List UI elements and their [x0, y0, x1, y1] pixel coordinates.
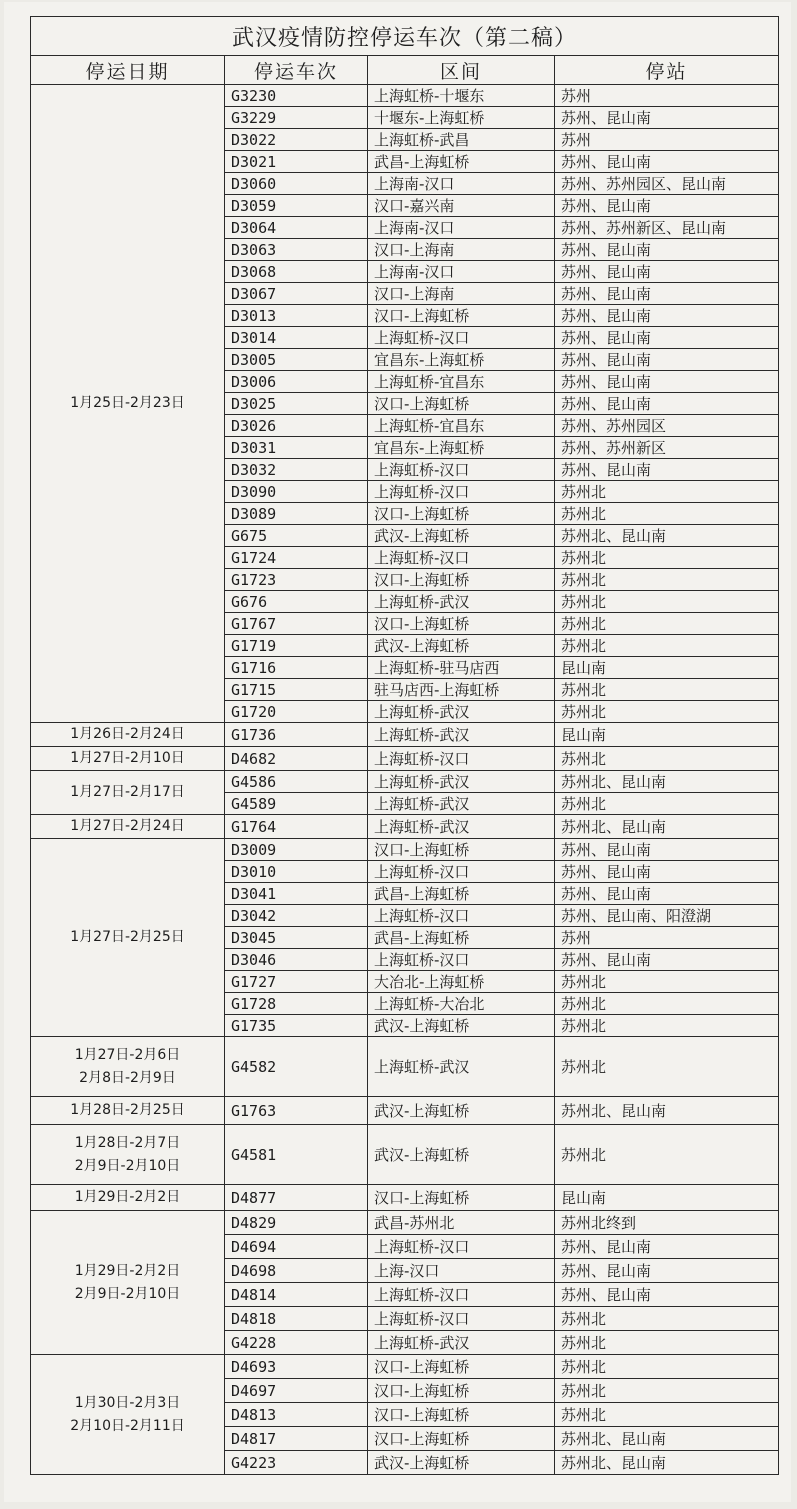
route-cell: 上海虹桥-驻马店西 — [368, 657, 555, 679]
train-number-cell: D4817 — [225, 1427, 368, 1451]
stops-cell: 苏州、昆山南 — [555, 195, 779, 217]
stops-cell: 苏州、昆山南 — [555, 305, 779, 327]
date-range: 1月28日-2月7日 — [74, 1134, 181, 1151]
stops-cell: 苏州北 — [555, 591, 779, 613]
train-number-cell: G3230 — [225, 85, 368, 107]
route-cell: 上海虹桥-武汉 — [368, 771, 555, 793]
route-cell: 上海虹桥-汉口 — [368, 949, 555, 971]
route-cell: 大冶北-上海虹桥 — [368, 971, 555, 993]
route-cell: 汉口-上海虹桥 — [368, 839, 555, 861]
stops-cell: 苏州北 — [555, 613, 779, 635]
suspension-date-cell — [31, 1211, 225, 1355]
date-range: 2月9日-2月10日 — [74, 1285, 181, 1302]
suspension-date-cell — [31, 723, 225, 747]
train-number-cell: D4818 — [225, 1307, 368, 1331]
route-cell: 上海虹桥-武汉 — [368, 701, 555, 723]
date-range: 1月27日-2月6日 — [74, 1046, 181, 1063]
train-number-cell: D3059 — [225, 195, 368, 217]
train-number-cell: G1764 — [225, 815, 368, 839]
route-cell: 上海南-汉口 — [368, 261, 555, 283]
table-row — [31, 1211, 779, 1235]
train-number-cell: D4693 — [225, 1355, 368, 1379]
suspension-date-cell — [31, 1355, 225, 1475]
route-cell: 武昌-苏州北 — [368, 1211, 555, 1235]
table-row — [31, 1355, 779, 1379]
train-number-cell: G1763 — [225, 1097, 368, 1125]
stops-cell: 苏州、苏州新区 — [555, 437, 779, 459]
stops-cell: 苏州北、昆山南 — [555, 815, 779, 839]
train-number-cell: D3041 — [225, 883, 368, 905]
train-number-cell: D3046 — [225, 949, 368, 971]
train-number-cell: G4589 — [225, 793, 368, 815]
route-cell: 汉口-上海虹桥 — [368, 1355, 555, 1379]
train-number-cell: G675 — [225, 525, 368, 547]
date-range: 1月28日-2月25日 — [70, 1102, 185, 1118]
route-cell: 上海虹桥-武汉 — [368, 815, 555, 839]
route-cell: 上海虹桥-汉口 — [368, 1307, 555, 1331]
table-row — [31, 85, 779, 107]
train-number-cell: D4814 — [225, 1283, 368, 1307]
date-range: 2月9日-2月10日 — [74, 1157, 181, 1174]
train-number-cell: D3042 — [225, 905, 368, 927]
train-number-cell: G3229 — [225, 107, 368, 129]
stops-cell: 苏州、昆山南 — [555, 239, 779, 261]
date-range: 2月8日-2月9日 — [79, 1069, 176, 1086]
header-train-number: 停运车次 — [225, 56, 368, 85]
stops-cell: 苏州北 — [555, 1307, 779, 1331]
route-cell: 十堰东-上海虹桥 — [368, 107, 555, 129]
train-number-cell: D3025 — [225, 393, 368, 415]
stops-cell: 苏州北 — [555, 1403, 779, 1427]
stops-cell: 苏州北 — [555, 1125, 779, 1185]
stops-cell: 苏州、昆山南 — [555, 883, 779, 905]
train-number-cell: D3021 — [225, 151, 368, 173]
route-cell: 上海虹桥-汉口 — [368, 327, 555, 349]
route-cell: 上海虹桥-宜昌东 — [368, 415, 555, 437]
route-cell: 武昌-上海虹桥 — [368, 927, 555, 949]
suspension-date-cell — [31, 839, 225, 1037]
route-cell: 武汉-上海虹桥 — [368, 635, 555, 657]
route-cell: 宜昌东-上海虹桥 — [368, 349, 555, 371]
route-cell: 上海南-汉口 — [368, 173, 555, 195]
route-cell: 汉口-上海虹桥 — [368, 503, 555, 525]
train-number-cell: D4698 — [225, 1259, 368, 1283]
suspension-date-cell — [31, 1097, 225, 1125]
route-cell: 上海虹桥-汉口 — [368, 481, 555, 503]
train-number-cell: G1715 — [225, 679, 368, 701]
route-cell: 上海虹桥-汉口 — [368, 905, 555, 927]
route-cell: 汉口-上海虹桥 — [368, 305, 555, 327]
stops-cell: 苏州、昆山南 — [555, 949, 779, 971]
stops-cell: 苏州、昆山南 — [555, 1283, 779, 1307]
train-number-cell: G4228 — [225, 1331, 368, 1355]
route-cell: 上海虹桥-武昌 — [368, 129, 555, 151]
route-cell: 汉口-上海虹桥 — [368, 1427, 555, 1451]
train-number-cell: D3022 — [225, 129, 368, 151]
table-row — [31, 1125, 779, 1185]
train-number-cell: D3089 — [225, 503, 368, 525]
train-number-cell: D3013 — [225, 305, 368, 327]
route-cell: 武昌-上海虹桥 — [368, 883, 555, 905]
table-body — [31, 85, 779, 1475]
stops-cell: 苏州北、昆山南 — [555, 1427, 779, 1451]
train-number-cell: G4581 — [225, 1125, 368, 1185]
train-number-cell: D3060 — [225, 173, 368, 195]
stops-cell: 苏州北 — [555, 747, 779, 771]
route-cell: 上海虹桥-武汉 — [368, 793, 555, 815]
stops-cell: 苏州、昆山南 — [555, 459, 779, 481]
header-suspension-dates: 停运日期 — [31, 56, 225, 85]
date-range: 1月27日-2月10日 — [70, 750, 185, 766]
train-number-cell: D4697 — [225, 1379, 368, 1403]
route-cell: 武汉-上海虹桥 — [368, 1451, 555, 1475]
stops-cell: 苏州、昆山南 — [555, 1259, 779, 1283]
train-number-cell: D3010 — [225, 861, 368, 883]
table-row — [31, 723, 779, 747]
stops-cell: 苏州、昆山南 — [555, 261, 779, 283]
route-cell: 武汉-上海虹桥 — [368, 1015, 555, 1037]
train-number-cell: D3063 — [225, 239, 368, 261]
stops-cell: 昆山南 — [555, 657, 779, 679]
date-range: 1月29日-2月2日 — [74, 1189, 181, 1205]
stops-cell: 苏州北 — [555, 793, 779, 815]
stops-cell: 苏州北 — [555, 481, 779, 503]
stops-cell: 苏州、昆山南 — [555, 861, 779, 883]
suspension-date-cell — [31, 1037, 225, 1097]
train-number-cell: D3064 — [225, 217, 368, 239]
stops-cell: 苏州、昆山南 — [555, 107, 779, 129]
stops-cell: 苏州、苏州园区 — [555, 415, 779, 437]
route-cell: 上海虹桥-汉口 — [368, 1283, 555, 1307]
route-cell: 汉口-嘉兴南 — [368, 195, 555, 217]
table-row — [31, 1185, 779, 1211]
route-cell: 武汉-上海虹桥 — [368, 525, 555, 547]
stops-cell: 苏州 — [555, 927, 779, 949]
stops-cell: 苏州北 — [555, 635, 779, 657]
stops-cell: 苏州、昆山南 — [555, 327, 779, 349]
stops-cell: 昆山南 — [555, 1185, 779, 1211]
stops-cell: 苏州北、昆山南 — [555, 525, 779, 547]
header-stops: 停站 — [555, 56, 779, 85]
stops-cell: 苏州、苏州新区、昆山南 — [555, 217, 779, 239]
route-cell: 上海虹桥-宜昌东 — [368, 371, 555, 393]
stops-cell: 苏州北 — [555, 547, 779, 569]
route-cell: 汉口-上海虹桥 — [368, 613, 555, 635]
train-number-cell: G1727 — [225, 971, 368, 993]
date-range: 1月27日-2月17日 — [70, 784, 185, 800]
table-row — [31, 839, 779, 861]
train-number-cell: D3032 — [225, 459, 368, 481]
date-range: 1月27日-2月24日 — [70, 818, 185, 834]
train-number-cell: G4582 — [225, 1037, 368, 1097]
train-number-cell: G1723 — [225, 569, 368, 591]
route-cell: 驻马店西-上海虹桥 — [368, 679, 555, 701]
stops-cell: 苏州、苏州园区、昆山南 — [555, 173, 779, 195]
stops-cell: 苏州 — [555, 129, 779, 151]
stops-cell: 苏州北 — [555, 971, 779, 993]
suspension-date-cell — [31, 771, 225, 815]
train-number-cell: D3067 — [225, 283, 368, 305]
train-number-cell: G676 — [225, 591, 368, 613]
route-cell: 上海虹桥-汉口 — [368, 459, 555, 481]
stops-cell: 苏州北、昆山南 — [555, 1451, 779, 1475]
route-cell: 汉口-上海南 — [368, 239, 555, 261]
train-number-cell: D3005 — [225, 349, 368, 371]
train-number-cell: G1724 — [225, 547, 368, 569]
train-number-cell: G1736 — [225, 723, 368, 747]
date-range: 2月10日-2月11日 — [70, 1417, 185, 1434]
stops-cell: 昆山南 — [555, 723, 779, 747]
table-row — [31, 815, 779, 839]
document-title: 武汉疫情防控停运车次（第二稿） — [31, 17, 779, 56]
train-number-cell: D4813 — [225, 1403, 368, 1427]
suspension-date-cell — [31, 85, 225, 723]
route-cell: 上海虹桥-汉口 — [368, 747, 555, 771]
train-number-cell: D3009 — [225, 839, 368, 861]
train-number-cell: D3090 — [225, 481, 368, 503]
train-number-cell: G1719 — [225, 635, 368, 657]
route-cell: 上海虹桥-武汉 — [368, 1331, 555, 1355]
stops-cell: 苏州北 — [555, 993, 779, 1015]
stops-cell: 苏州、昆山南 — [555, 151, 779, 173]
route-cell: 汉口-上海虹桥 — [368, 569, 555, 591]
train-number-cell: D3031 — [225, 437, 368, 459]
train-number-cell: G1716 — [225, 657, 368, 679]
route-cell: 宜昌东-上海虹桥 — [368, 437, 555, 459]
route-cell: 汉口-上海虹桥 — [368, 393, 555, 415]
route-cell: 上海虹桥-汉口 — [368, 861, 555, 883]
route-cell: 上海虹桥-汉口 — [368, 1235, 555, 1259]
train-number-cell: D4829 — [225, 1211, 368, 1235]
route-cell: 武汉-上海虹桥 — [368, 1097, 555, 1125]
route-cell: 汉口-上海虹桥 — [368, 1379, 555, 1403]
train-number-cell: G1735 — [225, 1015, 368, 1037]
date-range: 1月30日-2月3日 — [74, 1394, 181, 1411]
stops-cell: 苏州北 — [555, 701, 779, 723]
train-number-cell: D4682 — [225, 747, 368, 771]
suspension-date-cell — [31, 1125, 225, 1185]
stops-cell: 苏州北 — [555, 569, 779, 591]
stops-cell: 苏州北 — [555, 679, 779, 701]
stops-cell: 苏州、昆山南 — [555, 1235, 779, 1259]
route-cell: 上海虹桥-武汉 — [368, 1037, 555, 1097]
train-number-cell: D3045 — [225, 927, 368, 949]
stops-cell: 苏州北 — [555, 1379, 779, 1403]
route-cell: 武昌-上海虹桥 — [368, 151, 555, 173]
train-number-cell: D4694 — [225, 1235, 368, 1259]
route-cell: 上海-汉口 — [368, 1259, 555, 1283]
stops-cell: 苏州北终到 — [555, 1211, 779, 1235]
stops-cell: 苏州、昆山南、阳澄湖 — [555, 905, 779, 927]
route-cell: 汉口-上海虹桥 — [368, 1403, 555, 1427]
stops-cell: 苏州北 — [555, 1037, 779, 1097]
train-number-cell: G4223 — [225, 1451, 368, 1475]
stops-cell: 苏州北、昆山南 — [555, 771, 779, 793]
train-number-cell: D3068 — [225, 261, 368, 283]
paper-sheet — [4, 2, 791, 1502]
stops-cell: 苏州、昆山南 — [555, 283, 779, 305]
train-number-cell: D3006 — [225, 371, 368, 393]
route-cell: 汉口-上海南 — [368, 283, 555, 305]
stops-cell: 苏州、昆山南 — [555, 371, 779, 393]
table-row — [31, 771, 779, 793]
route-cell: 上海虹桥-武汉 — [368, 723, 555, 747]
stops-cell: 苏州、昆山南 — [555, 839, 779, 861]
table-row — [31, 1037, 779, 1097]
route-cell: 武汉-上海虹桥 — [368, 1125, 555, 1185]
stops-cell: 苏州北、昆山南 — [555, 1097, 779, 1125]
table-row — [31, 747, 779, 771]
date-range: 1月27日-2月25日 — [70, 929, 185, 945]
stops-cell: 苏州北 — [555, 1331, 779, 1355]
train-number-cell: G1720 — [225, 701, 368, 723]
suspended-trains-table — [30, 16, 779, 1475]
route-cell: 上海虹桥-汉口 — [368, 547, 555, 569]
date-range: 1月29日-2月2日 — [74, 1262, 181, 1279]
train-number-cell: G1767 — [225, 613, 368, 635]
train-number-cell: D4877 — [225, 1185, 368, 1211]
route-cell: 上海虹桥-十堰东 — [368, 85, 555, 107]
route-cell: 汉口-上海虹桥 — [368, 1185, 555, 1211]
train-number-cell: G1728 — [225, 993, 368, 1015]
suspension-date-cell — [31, 1185, 225, 1211]
route-cell: 上海虹桥-武汉 — [368, 591, 555, 613]
route-cell: 上海虹桥-大冶北 — [368, 993, 555, 1015]
train-number-cell: D3026 — [225, 415, 368, 437]
table-row — [31, 1097, 779, 1125]
stops-cell: 苏州、昆山南 — [555, 393, 779, 415]
suspension-date-cell — [31, 747, 225, 771]
date-range: 1月26日-2月24日 — [70, 726, 185, 742]
header-route: 区间 — [368, 56, 555, 85]
route-cell: 上海南-汉口 — [368, 217, 555, 239]
date-range: 1月25日-2月23日 — [70, 395, 185, 411]
train-number-cell: D3014 — [225, 327, 368, 349]
stops-cell: 苏州北 — [555, 1355, 779, 1379]
train-number-cell: G4586 — [225, 771, 368, 793]
stops-cell: 苏州、昆山南 — [555, 349, 779, 371]
stops-cell: 苏州北 — [555, 1015, 779, 1037]
stops-cell: 苏州 — [555, 85, 779, 107]
suspension-date-cell — [31, 815, 225, 839]
stops-cell: 苏州北 — [555, 503, 779, 525]
